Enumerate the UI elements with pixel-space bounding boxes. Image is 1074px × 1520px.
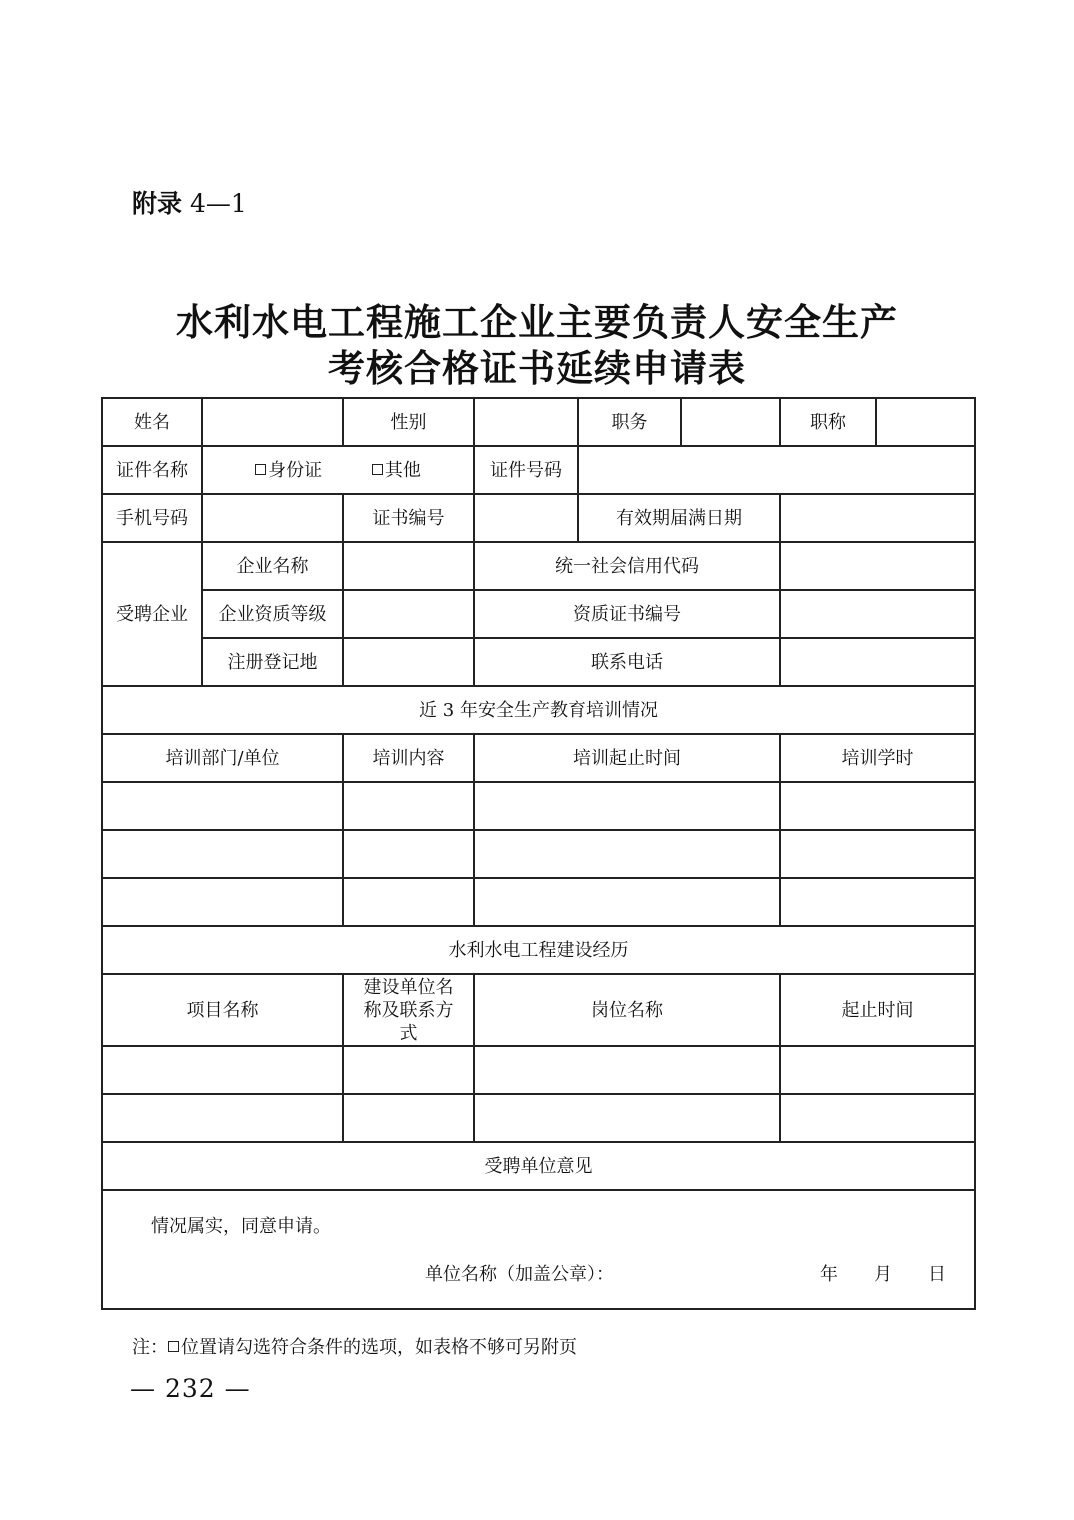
cell-training-period[interactable]: [474, 878, 780, 926]
field-id-type: [202, 446, 474, 494]
cell-training-dept[interactable]: [102, 878, 343, 926]
date-day: 日: [928, 1264, 946, 1285]
field-gender[interactable]: [474, 398, 578, 446]
col-training-hours: 培训学时: [780, 734, 975, 782]
label-qualification: 企业资质等级: [202, 590, 343, 638]
checkbox-icon: [168, 1341, 179, 1352]
row-opinion-body: [102, 1190, 975, 1309]
row-id: [102, 446, 975, 494]
cell-builder[interactable]: [343, 1046, 474, 1094]
field-id-number[interactable]: [578, 446, 975, 494]
cell-project-name[interactable]: [102, 1046, 343, 1094]
cell-training-hours[interactable]: [780, 878, 975, 926]
field-name[interactable]: [202, 398, 343, 446]
cell-training-content[interactable]: [343, 830, 474, 878]
date-year: 年: [820, 1264, 838, 1285]
row-experience-columns: [102, 974, 975, 1046]
field-expiry[interactable]: [780, 494, 975, 542]
table-row: [102, 878, 975, 926]
col-builder: 建设单位名 称及联系方 式: [343, 974, 474, 1046]
appendix-label: [132, 184, 247, 220]
form-title-line2: 考核合格证书延续申请表: [328, 347, 746, 390]
row-phone: [102, 494, 975, 542]
label-company-name: 企业名称: [202, 542, 343, 590]
option-other[interactable]: 其他: [372, 459, 421, 482]
col-training-content: 培训内容: [343, 734, 474, 782]
cell-training-dept[interactable]: [102, 782, 343, 830]
cell-training-content[interactable]: [343, 782, 474, 830]
checkbox-icon[interactable]: [255, 464, 266, 475]
field-phone[interactable]: [202, 494, 343, 542]
label-gender: 性别: [343, 398, 474, 446]
field-reg-place[interactable]: [343, 638, 474, 686]
row-employer-1: [102, 542, 975, 590]
checkbox-icon[interactable]: [372, 464, 383, 475]
field-contact-phone[interactable]: [780, 638, 975, 686]
label-contact-phone: 联系电话: [474, 638, 780, 686]
col-training-dept: 培训部门/单位: [102, 734, 343, 782]
form-title-line1: 水利水电工程施工企业主要负责人安全生产: [176, 301, 898, 344]
table-row: [102, 830, 975, 878]
field-qualification[interactable]: [343, 590, 474, 638]
cell-project-name[interactable]: [102, 1094, 343, 1142]
label-name: 姓名: [102, 398, 202, 446]
footnote: 注： 位置请勾选符合条件的选项，如表格不够可另附页: [132, 1337, 577, 1358]
cell-builder[interactable]: [343, 1094, 474, 1142]
label-cert-no: 证书编号: [343, 494, 474, 542]
appendix-label-text: 附录: [132, 189, 183, 218]
field-position[interactable]: [681, 398, 780, 446]
label-phone: 手机号码: [102, 494, 202, 542]
label-title: 职称: [780, 398, 876, 446]
opinion-content: [103, 1191, 974, 1308]
label-expiry: 有效期届满日期: [578, 494, 780, 542]
cell-experience-period[interactable]: [780, 1046, 975, 1094]
label-position: 职务: [578, 398, 681, 446]
opinion-date: [784, 1263, 946, 1286]
cell-experience-period[interactable]: [780, 1094, 975, 1142]
opinion-text: 情况属实，同意申请。: [151, 1216, 331, 1237]
cell-training-period[interactable]: [474, 782, 780, 830]
label-qual-cert-no: 资质证书编号: [474, 590, 780, 638]
row-employer-2: [102, 590, 975, 638]
label-id-number: 证件号码: [474, 446, 578, 494]
cell-training-hours[interactable]: [780, 782, 975, 830]
label-credit-code: 统一社会信用代码: [474, 542, 780, 590]
cell-training-period[interactable]: [474, 830, 780, 878]
row-opinion-header: [102, 1142, 975, 1190]
cell-training-dept[interactable]: [102, 830, 343, 878]
opinion-section-header: 受聘单位意见: [102, 1142, 975, 1190]
table-row: [102, 782, 975, 830]
row-experience-header: [102, 926, 975, 974]
option-id-card[interactable]: 身份证: [255, 459, 322, 482]
row-training-header: [102, 686, 975, 734]
appendix-number: 4—1: [189, 189, 247, 218]
field-company-name[interactable]: [343, 542, 474, 590]
label-reg-place: 注册登记地: [202, 638, 343, 686]
col-training-period: 培训起止时间: [474, 734, 780, 782]
table-row: [102, 1046, 975, 1094]
training-section-header: 近 3 年安全生产教育培训情况: [102, 686, 975, 734]
label-employer: 受聘企业: [102, 542, 202, 686]
page-number: — 232 —: [130, 1374, 251, 1403]
col-experience-period: 起止时间: [780, 974, 975, 1046]
opinion-unit-label: 单位名称（加盖公章）：: [425, 1264, 614, 1285]
col-post-name: 岗位名称: [474, 974, 780, 1046]
cell-post-name[interactable]: [474, 1094, 780, 1142]
field-qual-cert-no[interactable]: [780, 590, 975, 638]
table-row: [102, 1094, 975, 1142]
opinion-body[interactable]: [102, 1190, 975, 1309]
field-cert-no[interactable]: [474, 494, 578, 542]
cell-training-hours[interactable]: [780, 830, 975, 878]
field-title[interactable]: [876, 398, 975, 446]
row-employer-3: [102, 638, 975, 686]
date-month: 月: [874, 1264, 892, 1285]
cell-post-name[interactable]: [474, 1046, 780, 1094]
col-project-name: 项目名称: [102, 974, 343, 1046]
row-basic-info: [102, 398, 975, 446]
application-form-table: [101, 397, 976, 1310]
cell-training-content[interactable]: [343, 878, 474, 926]
field-credit-code[interactable]: [780, 542, 975, 590]
experience-section-header: 水利水电工程建设经历: [102, 926, 975, 974]
row-training-columns: [102, 734, 975, 782]
label-id-type: 证件名称: [102, 446, 202, 494]
